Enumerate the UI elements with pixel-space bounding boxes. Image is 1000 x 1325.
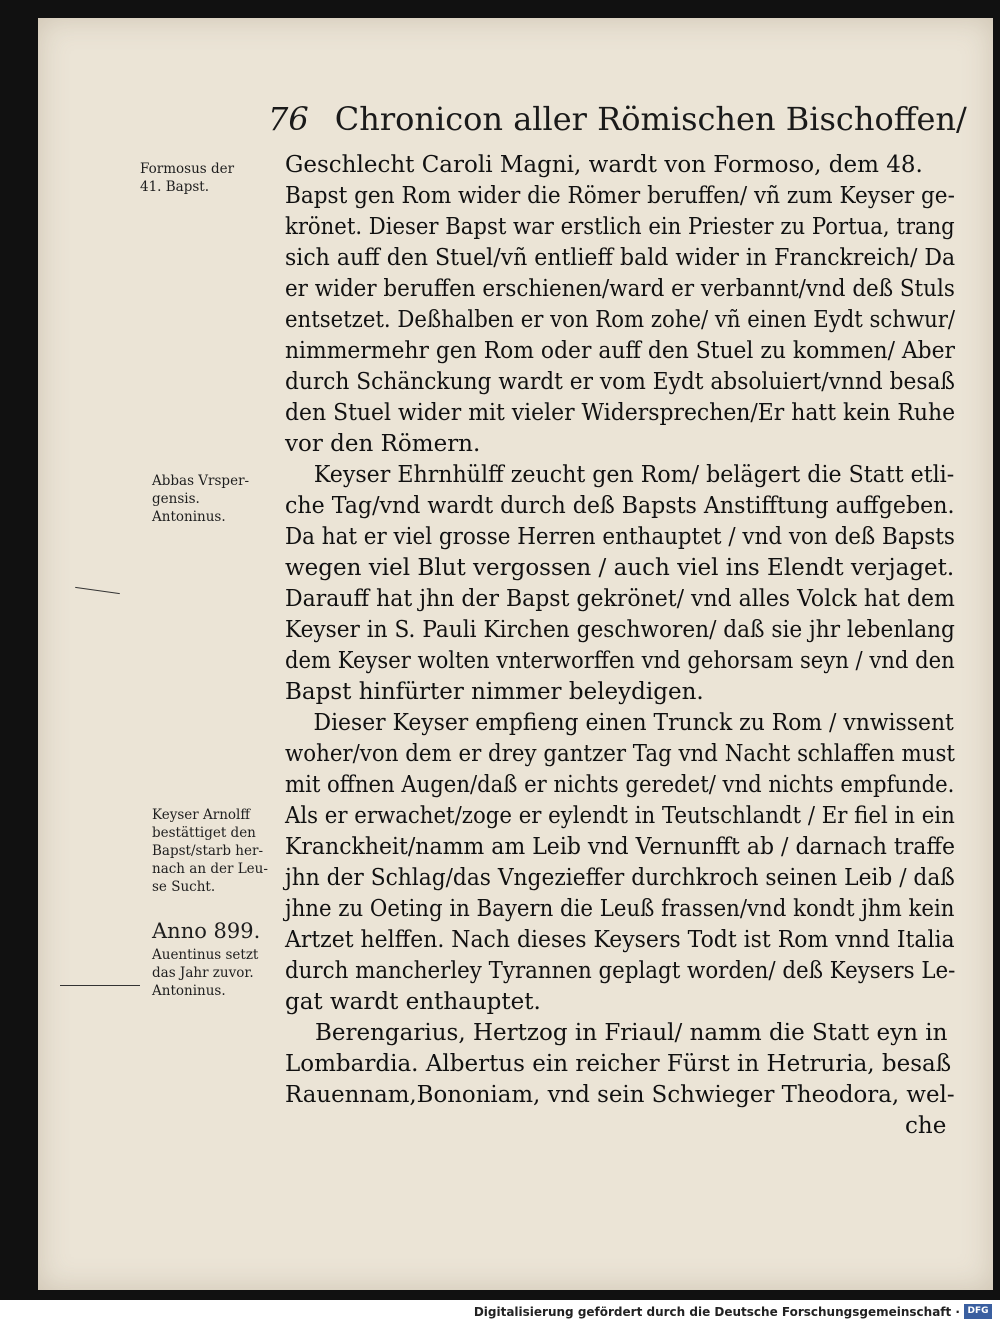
- text-line: den Stuel wider mit vieler Widersprechen/Er hatt kein Ruhe: [285, 400, 956, 426]
- text-line: Darauff hat jhn der Bapst gekrönet/ vnd alles Volck hat dem: [285, 586, 955, 612]
- text-line: che Tag/vnd wardt durch deß Bapsts Anstifftung auffgeben.: [285, 493, 955, 519]
- catchword: che: [905, 1113, 947, 1139]
- running-title: Chronicon aller Römischen Bischoffen/: [334, 100, 967, 138]
- text-line: mit offnen Augen/daß er nichts geredet/ vnd nichts empfunde.: [285, 772, 955, 798]
- page-number: 76: [268, 100, 309, 138]
- pen-mark: [60, 985, 140, 986]
- text-line: wegen viel Blut vergossen / auch viel ins Elendt verjaget.: [285, 555, 955, 581]
- text-line: woher/von dem er drey gantzer Tag vnd Nacht schlaffen must: [285, 741, 955, 767]
- text-line: Geschlecht Caroli Magni, wardt von Formoso, dem 48.: [285, 152, 923, 178]
- text-line: nimmermehr gen Rom oder auff den Stuel zu kommen/ Aber: [285, 338, 955, 364]
- margin-line: das Jahr zuvor.: [152, 965, 254, 981]
- text-line: Rauennam,Bononiam, vnd sein Schwieger Theodora, wel-: [285, 1082, 955, 1108]
- margin-line: Antoninus.: [152, 983, 226, 999]
- text-line: krönet. Dieser Bapst war erstlich ein Priester zu Portua, trang: [285, 214, 955, 240]
- margin-note-anno: [152, 918, 260, 944]
- footer-credit: Digitalisierung gefördert durch die Deutsche Forschungsgemeinschaft ·: [473, 1305, 960, 1319]
- text-line: jhne zu Oeting in Bayern die Leuß frassen/vnd kondt jhm kein: [285, 896, 955, 922]
- text-line: durch mancherley Tyrannen geplagt worden/ deß Keysers Le-: [285, 958, 956, 984]
- footer-bar: [0, 1300, 1000, 1325]
- text-line: Artzet helffen. Nach dieses Keysers Todt ist Rom vnnd Italia: [285, 927, 955, 953]
- margin-line: Abbas Vrsper-: [152, 473, 250, 489]
- text-line: dem Keyser wolten vnterworffen vnd gehorsam seyn / vnd den: [285, 648, 955, 674]
- margin-note-abbas: [152, 472, 249, 526]
- text-line: Lombardia. Albertus ein reicher Fürst in Hetruria, besaß: [285, 1051, 952, 1077]
- text-line: Bapst gen Rom wider die Römer beruffen/ vñ zum Keyser ge-: [285, 183, 955, 209]
- body-text: [285, 150, 955, 1142]
- margin-line: se Sucht.: [152, 879, 216, 895]
- margin-line: Bapst/starb her-: [152, 843, 263, 859]
- margin-line: gensis.: [152, 491, 200, 507]
- text-line: Als er erwachet/zoge er eylendt in Teutschlandt / Er fiel in ein: [285, 803, 955, 829]
- text-line: Berengarius, Hertzog in Friaul/ namm die Statt eyn in: [315, 1020, 948, 1046]
- margin-note-auentinus: [152, 946, 258, 1000]
- text-line: gat wardt enthauptet.: [285, 989, 541, 1015]
- margin-line: bestättiget den: [152, 825, 256, 841]
- margin-line: nach an der Leu-: [152, 861, 268, 877]
- margin-note-keyser-arnolff: [152, 806, 268, 896]
- margin-line: Formosus der: [140, 161, 235, 177]
- text-line: jhn der Schlag/das Vngezieffer durchkroch seinen Leib / daß: [285, 865, 955, 891]
- margin-year: Anno 899.: [152, 919, 261, 943]
- text-line: Keyser in S. Pauli Kirchen geschworen/ daß sie jhr lebenlang: [285, 617, 955, 643]
- text-line: Kranckheit/namm am Leib vnd Vernunfft ab / darnach traffe: [285, 834, 955, 860]
- text-line: vor den Römern.: [285, 431, 481, 457]
- dfg-logo: DFG: [964, 1304, 992, 1319]
- text-line: Dieser Keyser empfieng einen Trunck zu Rom / vnwissent: [313, 710, 954, 736]
- page-header: [268, 100, 967, 150]
- margin-line: Auentinus setzt: [152, 947, 259, 963]
- margin-line: 41. Bapst.: [140, 179, 210, 195]
- text-line: entsetzet. Deßhalben er von Rom zohe/ vñ einen Eydt schwur/: [285, 307, 956, 333]
- text-line: Keyser Ehrnhülff zeucht gen Rom/ belägert die Statt etli-: [313, 462, 955, 488]
- margin-line: Antoninus.: [152, 509, 226, 525]
- margin-note-formosus: [140, 160, 234, 196]
- text-line: sich auff den Stuel/vñ entlieff bald wider in Franckreich/ Da: [285, 245, 956, 271]
- text-line: Da hat er viel grosse Herren enthauptet / vnd von deß Bapsts: [285, 524, 955, 550]
- text-line: er wider beruffen erschienen/ward er verbannt/vnd deß Stuls: [285, 276, 955, 302]
- margin-line: Keyser Arnolff: [152, 807, 250, 823]
- text-line: Bapst hinfürter nimmer beleydigen.: [285, 679, 704, 705]
- text-line: durch Schänckung wardt er vom Eydt absoluiert/vnnd besaß: [285, 369, 955, 395]
